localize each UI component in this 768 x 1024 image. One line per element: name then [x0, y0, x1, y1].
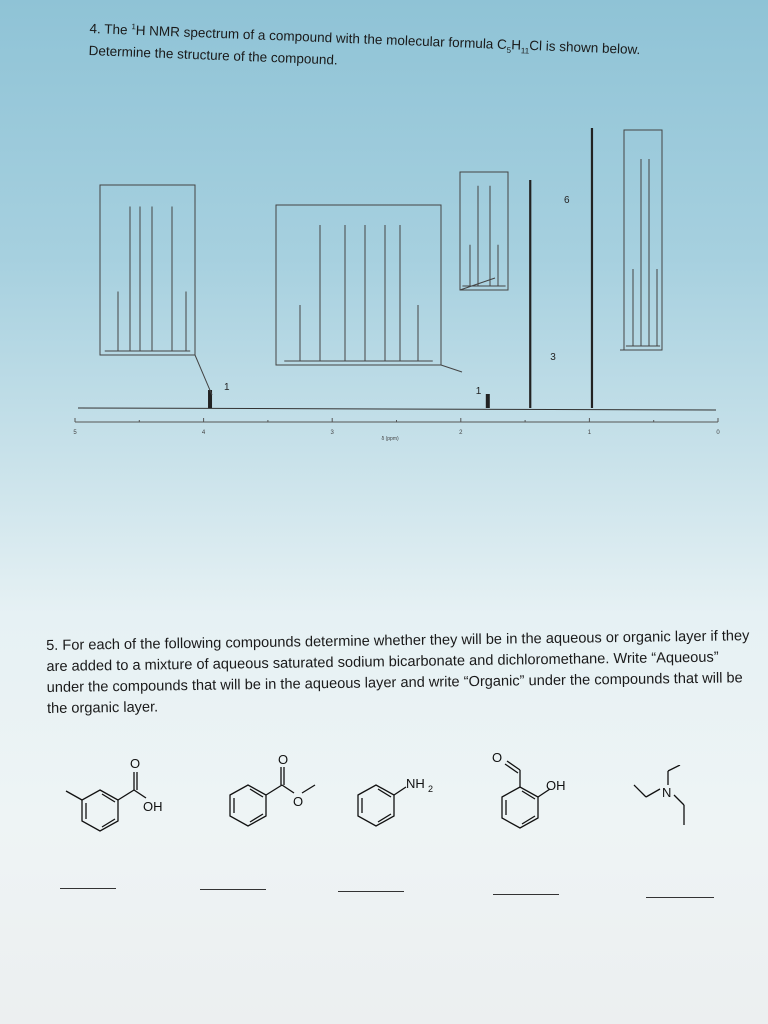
answer-blank-3[interactable]	[338, 891, 404, 892]
spectrum-baseline	[78, 408, 716, 410]
atom-label: O	[278, 752, 289, 767]
answer-blank-4[interactable]	[493, 894, 559, 895]
compound-aniline	[340, 760, 460, 840]
expansion-inset	[460, 172, 508, 290]
answer-blank-1[interactable]	[60, 888, 116, 889]
expansion-inset	[276, 205, 441, 365]
atom-label: OH	[546, 778, 566, 793]
atom-label: O	[130, 756, 141, 771]
inset-leader-line	[195, 355, 212, 395]
atom-label: 2	[428, 784, 434, 794]
q4-line2: Determine the structure of the compound.	[88, 43, 338, 68]
x-tick-label: 1	[587, 430, 592, 436]
answer-blank-5[interactable]	[646, 897, 714, 898]
integration-label: 1	[224, 382, 230, 393]
integration-label: 1	[475, 386, 482, 397]
atom-label: OH	[143, 799, 163, 814]
x-axis-label: δ (ppm)	[381, 436, 399, 442]
integration-label: 3	[550, 352, 556, 363]
compound-triethylamine	[620, 765, 720, 845]
question-4	[88, 16, 640, 80]
atom-label: O	[492, 750, 503, 765]
question-5: 5. For each of the following compounds determine whether they will be in the aqueous or organic layer if they are added to a mixture of aqueous saturated sodium bicarbonate and dichloromethane. Write “Aqueous” under the compounds that will be in the aqueous layer and write “Organic” under the compounds that will be the organic layer.	[46, 628, 750, 717]
atom-label: NH	[406, 776, 425, 791]
answer-blank-2[interactable]	[200, 889, 266, 890]
compound-methyl-benzoate	[200, 750, 330, 840]
x-tick-label: 3	[330, 430, 334, 436]
inset-leader-line	[441, 365, 462, 372]
expansion-inset	[624, 130, 662, 350]
compound-3-methylbenzoic-acid	[40, 750, 170, 840]
x-tick-label: 0	[716, 430, 720, 436]
expansion-inset	[100, 185, 195, 355]
x-tick-label: 2	[459, 430, 463, 436]
compound-salicylaldehyde	[480, 742, 600, 842]
x-tick-label: 5	[73, 430, 77, 436]
nmr-spectrum	[0, 100, 768, 460]
x-tick-label: 4	[201, 430, 206, 436]
integration-label: 6	[563, 195, 570, 206]
atom-label: O	[293, 794, 304, 809]
atom-label: N	[662, 785, 672, 800]
nmr-peak	[486, 394, 490, 408]
q4-line1: 4. The $^1$H NMR spectrum of a compound with the molecular formula $C_5H_{11}Cl$ is shown below.	[89, 20, 641, 57]
